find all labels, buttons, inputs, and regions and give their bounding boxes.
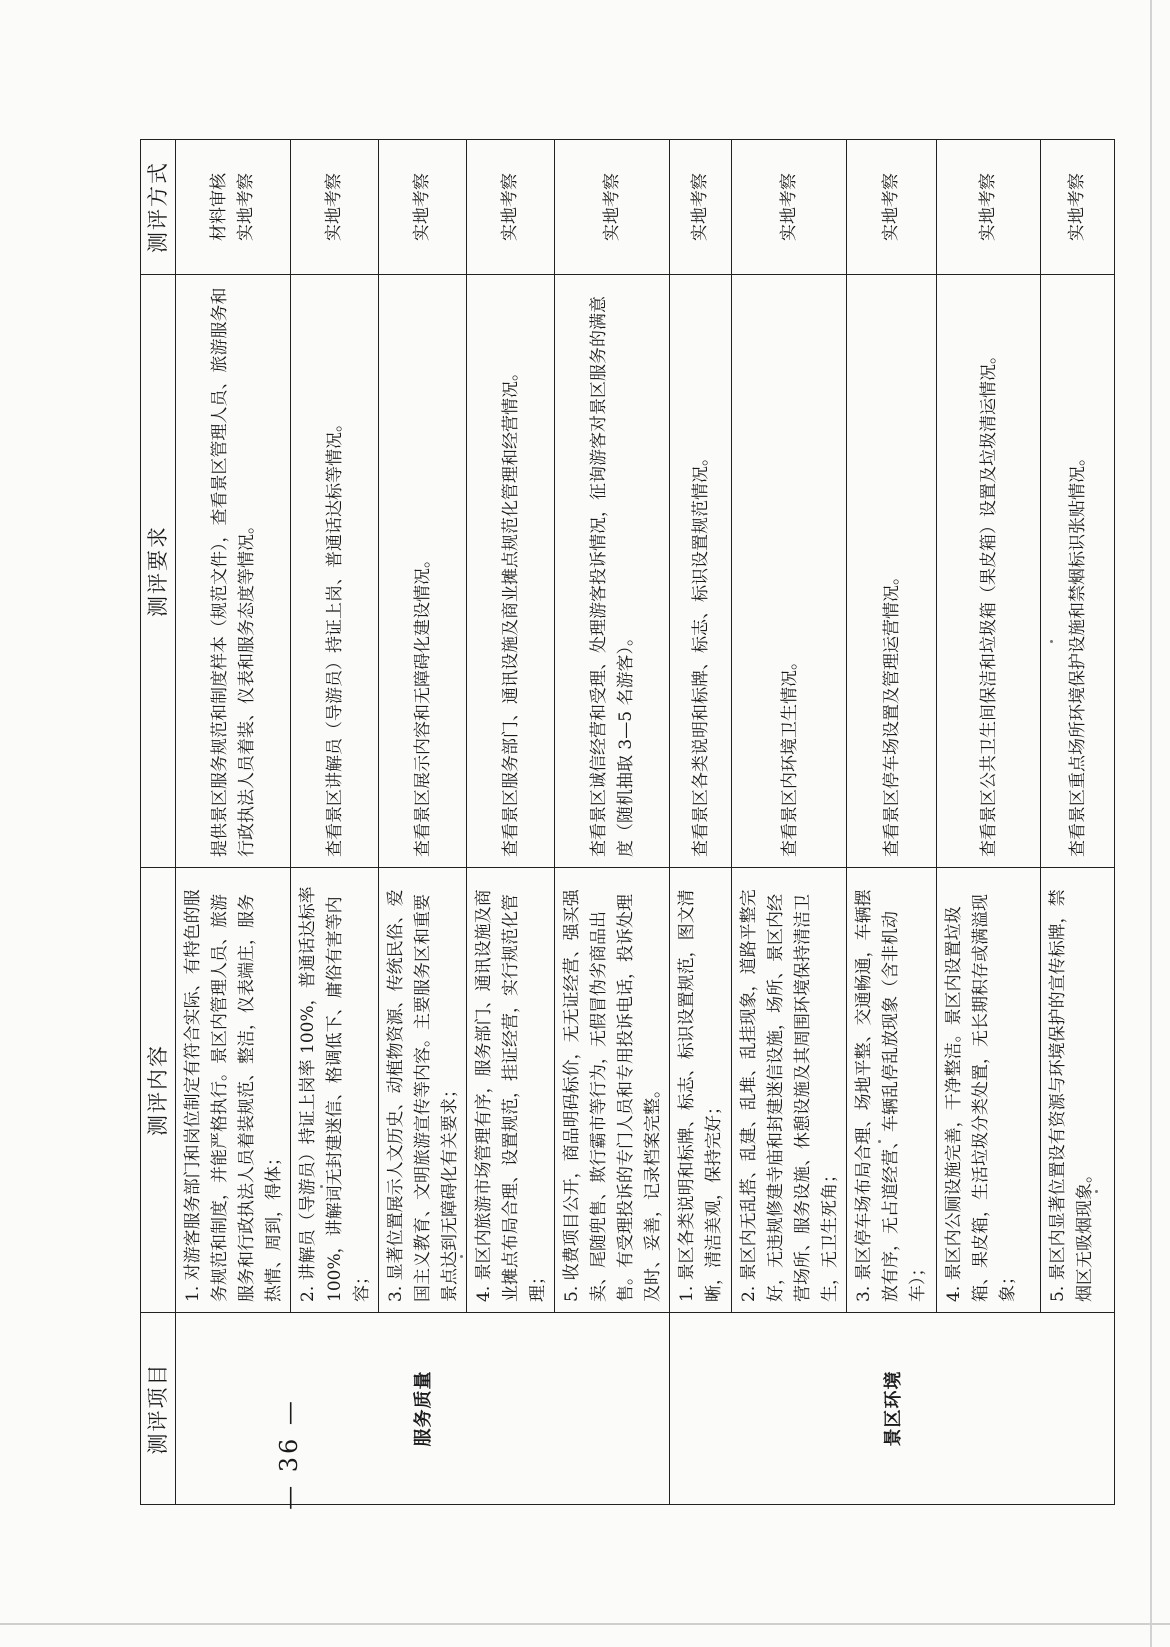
header-requirement: 测评要求	[141, 275, 176, 868]
requirement-cell: 查看景区停车场设置及管理运营情况。	[847, 275, 937, 868]
method-cell: 实地考察	[937, 140, 1041, 275]
table-row	[937, 140, 1041, 1505]
method-cell: 实地考察	[847, 140, 937, 275]
content-cell: 3. 显著位置展示人文历史、动植物资源、传统民俗、爱国主义教育、文明旅游宣传等内容。主要服务区和重要景点达到无障碍化有关要求；	[379, 868, 467, 1313]
method-cell: 材料审核 实地考察	[176, 140, 291, 275]
table-row	[467, 140, 555, 1505]
requirement-cell: 查看景区各类说明和标牌、标志、标识设置规范情况。	[670, 275, 732, 868]
table-row	[1041, 140, 1115, 1505]
method-cell: 实地考察	[467, 140, 555, 275]
method-cell: 实地考察	[670, 140, 732, 275]
requirement-cell: 查看景区重点场所环境保护设施和禁烟标识张贴情况。	[1041, 275, 1115, 868]
method-cell: 实地考察	[732, 140, 847, 275]
evaluation-table	[140, 139, 1115, 1510]
requirement-cell: 查看景区服务部门、通讯设施及商业摊点规范化管理和经营情况。	[467, 275, 555, 868]
requirement-cell: 提供景区服务规范和制度样本（规范文件），查看景区管理人员、旅游服务和行政执法人员着装、仪表和服务态度等情况。	[176, 275, 291, 868]
content-cell: 1. 景区各类说明和标牌、标志、标识设置规范，图文清晰，清洁美观，保持完好；	[670, 868, 732, 1313]
content-cell: 2. 景区内无乱搭、乱建、乱堆、乱挂现象，道路平整完好，无违规修建寺庙和封建迷信设施，场所、景区内经营场所、服务设施、休憩设施及其周围环境保持清洁卫生，无卫生死角；	[732, 868, 847, 1313]
page-edge-right	[1150, 0, 1152, 1647]
content-cell: 5. 收费项目公开，商品明码标价，无无证经营、强买强卖、尾随兜售、欺行霸市等行为，无假冒伪劣商品出售。有受理投诉的专门人员和专用投诉电话，投诉处理及时、妥善，记录档案完整。	[555, 868, 670, 1313]
table-row	[379, 140, 467, 1505]
requirement-cell: 查看景区展示内容和无障碍化建设情况。	[379, 275, 467, 868]
table-header-row	[141, 140, 176, 1505]
requirement-cell: 查看景区内环境卫生情况。	[732, 275, 847, 868]
method-cell: 实地考察	[1041, 140, 1115, 275]
table-row	[847, 140, 937, 1505]
header-content: 测评内容	[141, 868, 176, 1313]
method-cell: 实地考察	[379, 140, 467, 275]
category-scenic-environment: 景区环境	[670, 1313, 1115, 1505]
header-method: 测评方式	[141, 140, 176, 275]
content-cell: 4. 景区内旅游市场管理有序，服务部门、通讯设施及商业摊点布局合理、设置规范，挂证经营，实行规范化管理；	[467, 868, 555, 1313]
requirement-cell: 查看景区讲解员（导游员）持证上岗、普通话达标等情况。	[291, 275, 379, 868]
content-cell: 4. 景区内公厕设施完善，干净整洁。景区内设置垃圾箱、果皮箱，生活垃圾分类处置，无长期积存或满溢现象；	[937, 868, 1041, 1313]
content-cell: 5. 景区内显著位置设有资源与环境保护的宣传标牌，禁烟区无吸烟现象。	[1041, 868, 1115, 1313]
requirement-cell: 查看景区公共卫生间保洁和垃圾箱（果皮箱）设置及垃圾清运情况。	[937, 275, 1041, 868]
requirement-cell: 查看景区诚信经营和受理、处理游客投诉情况，征询游客对景区服务的满意度（随机抽取 3—5 名游客）。	[555, 275, 670, 868]
header-item: 测评项目	[141, 1313, 176, 1505]
content-cell: 1. 对游客服务部门和岗位制定有符合实际、有特色的服务规范和制度，并能严格执行。景区内管理人员、旅游服务和行政执法人员着装规范、整洁，仪表端庄，服务热情、周到，得体；	[176, 868, 291, 1313]
content-cell: 2. 讲解员（导游员）持证上岗率 100%，普通话达标率 100%，讲解词无封建迷信、格调低下、庸俗有害等内容；	[291, 868, 379, 1313]
page-edge-bottom	[0, 1623, 1170, 1625]
method-cell: 实地考察	[555, 140, 670, 275]
table-row	[291, 140, 379, 1505]
method-cell: 实地考察	[291, 140, 379, 275]
content-cell: 3. 景区停车场布局合理、场地平整、交通畅通，车辆摆放有序，无占道经营、车辆乱停乱放现象（含非机动车）；	[847, 868, 937, 1313]
table-row	[670, 140, 732, 1505]
table-row	[555, 140, 670, 1505]
table-row	[176, 140, 291, 1505]
page-number: — 36 —	[275, 1398, 303, 1510]
table-row	[732, 140, 847, 1505]
category-service-quality: 服务质量	[176, 1313, 670, 1505]
rotated-table-wrapper	[140, 140, 1095, 1510]
